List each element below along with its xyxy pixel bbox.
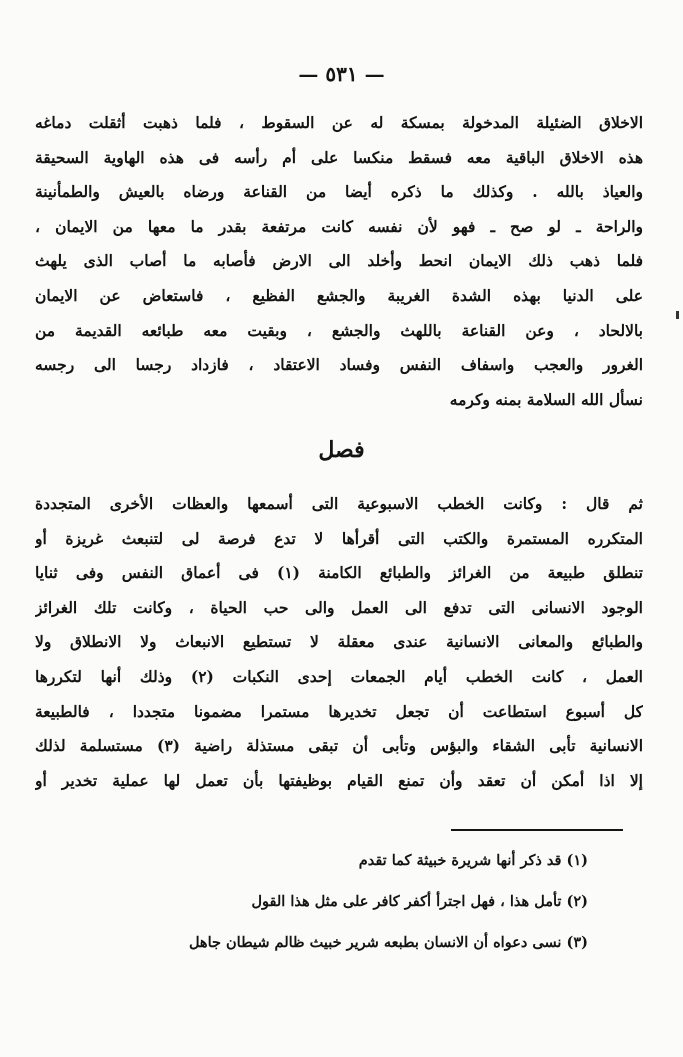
text-line: هذه الاخلاق الباقية معه فسقط منكسا على أم رأسه فى هذه الهاوية السحيقة [35, 147, 643, 167]
text-line: على الدنيا بهذه الشدة الغريبة والجشع الفظيع ، فاستعاض عن الايمان [35, 285, 643, 305]
text-line: فلما ذهب ذلك الايمان انحط وأخلد الى الارض فأصابه ما أصاب الذى يلهث [35, 251, 643, 271]
text-line: المتكرره المستمرة والكتب التى أقرأها لا تدع فرصة لى لتنبعث غريزة أو [35, 528, 643, 548]
text-line: تنطلق طبيعة من الغرائز والطبائع الكامنة (١) فى أعماق النفس وفى ثنايا [35, 563, 643, 583]
footnote-divider [451, 829, 623, 831]
footnote-1: (١) قد ذكر أنها شريرة خبيثة كما تقدم [358, 852, 588, 869]
paragraph-1 [35, 106, 643, 417]
text-line: الاخلاق الضئيلة المدخولة بمسكة له عن السقوط ، فلما ذهبت أثقلت دماغه [35, 113, 643, 132]
page-number: — ٥٣١ — [298, 62, 385, 86]
text-line: بالالحاد ، وعن القناعة باللهث والجشع ، وبقيت معه طبائعه القديمة من [35, 320, 643, 340]
footnotes [68, 840, 588, 963]
section-heading: فصل [318, 437, 365, 463]
text-line: الغرور والعجب واسفاف النفس وفساد الاعتقاد ، فازداد رجسا الى رجسه [35, 355, 643, 375]
text-line: العمل ، كانت الخطب أيام الجمعات إحدى النكبات (٢) وذلك أنها لتكررها [35, 666, 643, 686]
margin-mark [676, 311, 679, 319]
text-line: والطبائع والمعانى الانسانية عندى معقلة لا تستطيع الانبعاث ولا الانطلاق ولا [35, 632, 643, 652]
text-line: الوجود الانسانى التى تدفع الى العمل والى حب الحياة ، وكانت تلك الغرائز [35, 597, 643, 617]
footnote-2: (٢) تأمل هذا ، فهل اجترأ أكفر كافر على مثل هذا القول [251, 893, 588, 910]
text-line: كل أسبوع استطاعت أن تجعل تخديرها مستمرا مضمونا متجددا ، فالطبيعة [35, 701, 643, 721]
text-line: إلا اذا أمكن أن تعقد وأن تمنع القيام بوظيفتها بأن تعمل لها عملية تخدير أو [35, 770, 643, 790]
paragraph-2 [35, 487, 643, 798]
text-line: ثم قال : وكانت الخطب الاسبوعية التى أسمعها والعظات الأخرى المتجددة [35, 494, 643, 513]
text-line: والعياذ بالله . وكذلك ما ذكره أيضا من القناعة ورضاه بالعيش والطمأنينة [35, 182, 643, 202]
text-line: والراحة ـ لو صح ـ فهو لأن نفسه كانت مرتفعة بقدر ما معها من الايمان ، [35, 216, 643, 236]
text-line: الانسانية تأبى الشقاء والبؤس وتأبى أن تبقى مستذلة راضية (٣) مستسلمة لذلك [35, 736, 643, 756]
text-line: نسأل الله السلامة بمنه وكرمه [449, 389, 643, 409]
footnote-3: (٣) نسى دعواه أن الانسان بطبعه شرير خبيث ظالم شيطان جاهل [188, 934, 588, 951]
